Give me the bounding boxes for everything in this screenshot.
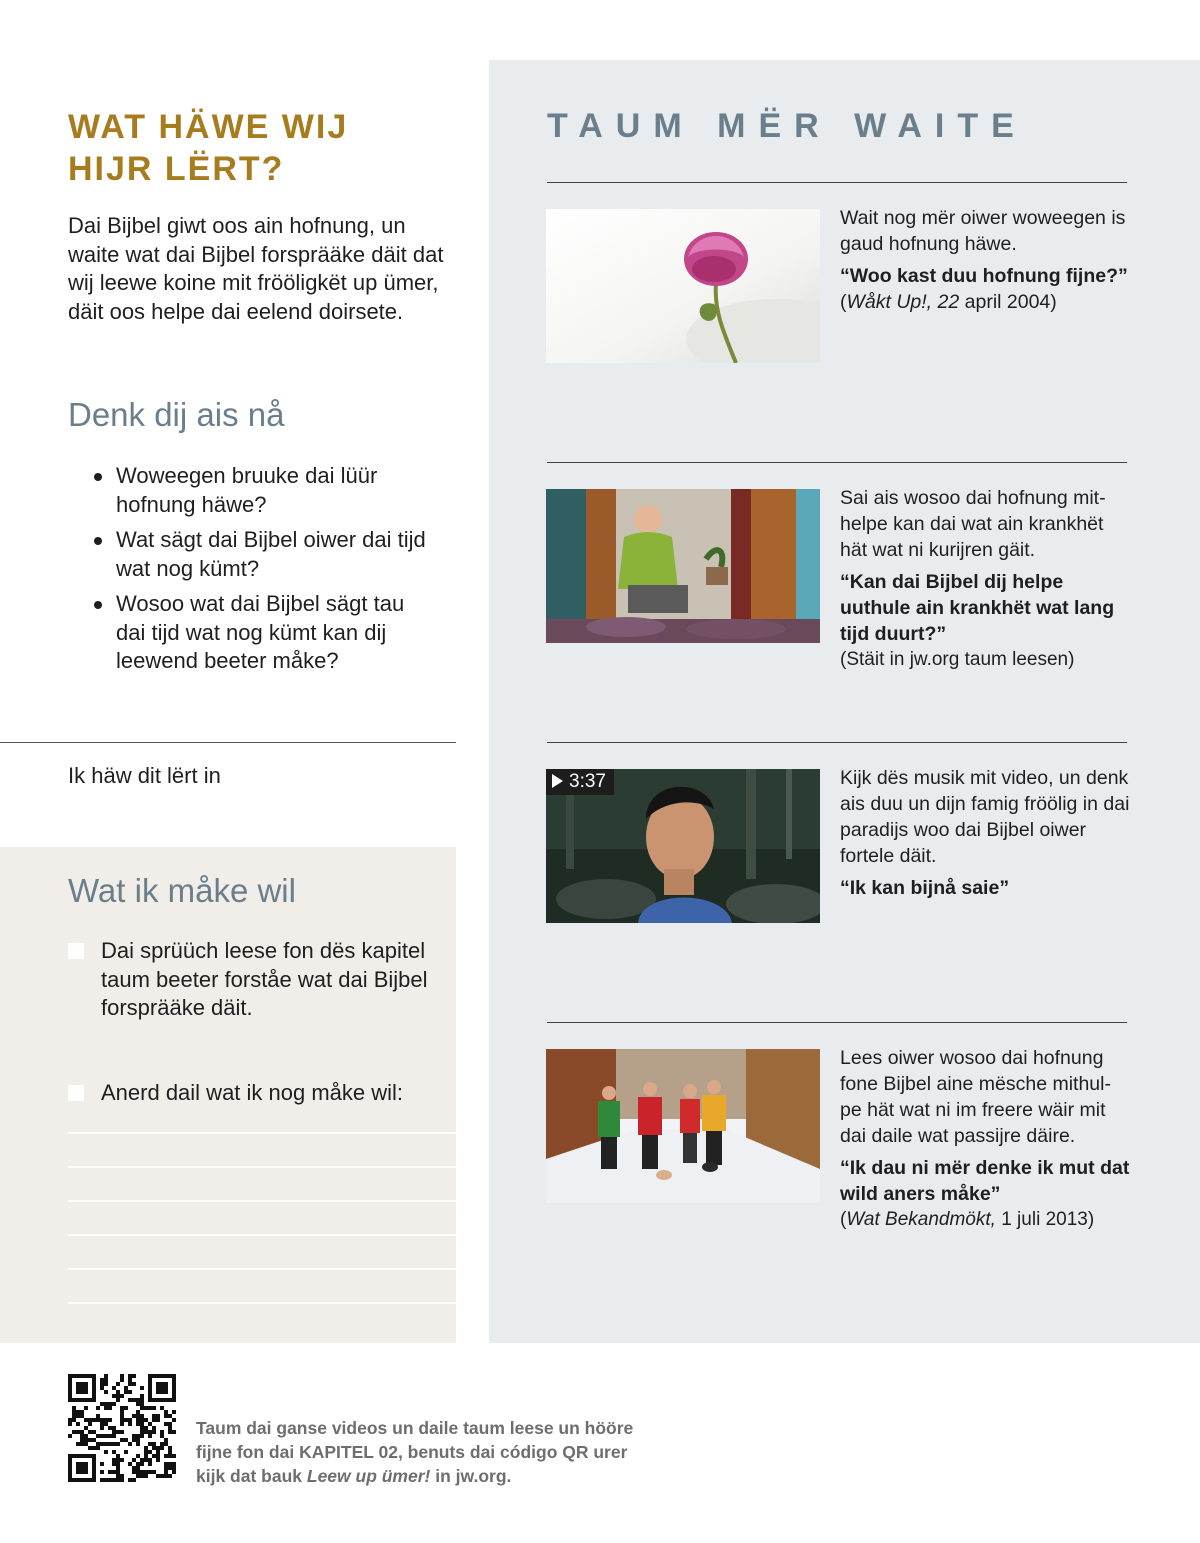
resource-source: (Stäit in jw.org taum leesen)	[840, 649, 1075, 670]
qr-code[interactable]	[68, 1374, 176, 1482]
think-heading: Denk dij ais nå	[68, 396, 285, 433]
divider	[0, 742, 456, 743]
question-item: Wat sägt dai Bijbel oiwer dai tijd wat nog kümt?	[92, 526, 432, 583]
resource-title[interactable]: “Ik dau ni mër denke ik mut dat wild aners måke”	[840, 1157, 1130, 1205]
checkbox[interactable]	[68, 943, 84, 959]
family-walking-snow-photo[interactable]	[546, 1049, 820, 1203]
writing-line[interactable]	[68, 1234, 456, 1236]
intro-paragraph: Dai Bijbel giwt oos ain hofnung, un waite wat dai Bijbel forsprääke däit dat wij leewe koine mit frööligkët up ümer, däit oos helpe dai eelend doirsete.	[68, 213, 444, 324]
section-title: WAT HÄWE WIJ HIJR LËRT?	[68, 108, 349, 188]
learn-more-heading: TAUM MËR WAITE	[547, 107, 1027, 145]
pink-flower-photo[interactable]	[546, 209, 820, 363]
resource-entry[interactable]: Wait nog mër oiwer woweegen is gaud hofnung häwe. “Woo kast duu hofnung fijne?” (Wåkt Up!, 22 april 2004)	[840, 207, 1128, 313]
divider	[547, 742, 1127, 743]
checkbox[interactable]	[68, 1085, 84, 1101]
question-item: Wosoo wat dai Bijbel sägt tau dai tijd wat nog kümt kan dij leewend beeter måke?	[92, 590, 432, 676]
goal-checkbox-item[interactable]: Dai sprüüch leese fon dës kapitel taum beeter forståe wat dai Bijbel forsprääke däit.	[68, 937, 438, 1023]
question-list	[92, 462, 432, 683]
book-title: Leew up ümer!	[306, 1466, 431, 1486]
man-in-wheelchair-photo[interactable]	[546, 489, 820, 643]
resource-entry[interactable]: Sai ais wosoo dai hofnung mit-helpe kan dai wat ain krankhët hät wat ni kurijren gäit. “Kan dai Bijbel dij helpe uuthule ain krankhët wat lang tijd duurt?” (Stäit in jw.org taum leesen)	[840, 485, 1130, 673]
resource-entry[interactable]: Lees oiwer wosoo dai hofnung fone Bijbel aine mësche mithul-pe hät wat ni im freere wäir mit dai daile wat passijre däire. “Ik dau ni mër denke ik mut dat wild aners måke” (Wat Bekandmökt, 1 juli 2013)	[840, 1047, 1130, 1230]
play-icon	[552, 774, 563, 788]
goal-checkbox-item[interactable]: Anerd dail wat ik nog måke wil:	[68, 1079, 438, 1108]
man-in-forest-video[interactable]	[546, 769, 820, 923]
resource-title[interactable]: “Kan dai Bijbel dij helpe uuthule ain krankhët wat lang tijd duurt?”	[840, 571, 1115, 645]
question-item: Woweegen bruuke dai lüür hofnung häwe?	[92, 462, 432, 519]
publication-name: Wåkt Up!, 22	[846, 291, 960, 313]
divider	[547, 462, 1127, 463]
goals-heading: Wat ik måke wil	[68, 872, 296, 909]
learned-in-label: Ik häw dit lërt in	[68, 763, 221, 788]
video-duration-badge: 3:37	[546, 769, 614, 795]
bullet-icon	[94, 537, 102, 545]
writing-line[interactable]	[68, 1268, 456, 1270]
divider	[547, 182, 1127, 183]
resource-title[interactable]: “Woo kast duu hofnung fijne?”	[840, 265, 1128, 287]
bullet-icon	[94, 601, 102, 609]
writing-line[interactable]	[68, 1166, 456, 1168]
publication-name: Wat Bekandmökt,	[846, 1209, 996, 1230]
writing-line[interactable]	[68, 1200, 456, 1202]
resource-entry[interactable]: Kijk dës musik mit video, un denk ais duu un dijn famig fröölig in dai paradijs woo dai Bijbel oiwer fortele däit. “Ik kan bijnå saie”	[840, 767, 1130, 899]
footer-note: Taum dai ganse videos un daile taum leese un hööre fijne fon dai KAPITEL 02, benuts dai código QR urer kijk dat bauk Leew up ümer! in jw.org.	[196, 1418, 634, 1486]
bullet-icon	[94, 473, 102, 481]
writing-line[interactable]	[68, 1132, 456, 1134]
resource-title[interactable]: “Ik kan bijnå saie”	[840, 877, 1010, 899]
divider	[547, 1022, 1127, 1023]
writing-line[interactable]	[68, 1302, 456, 1304]
